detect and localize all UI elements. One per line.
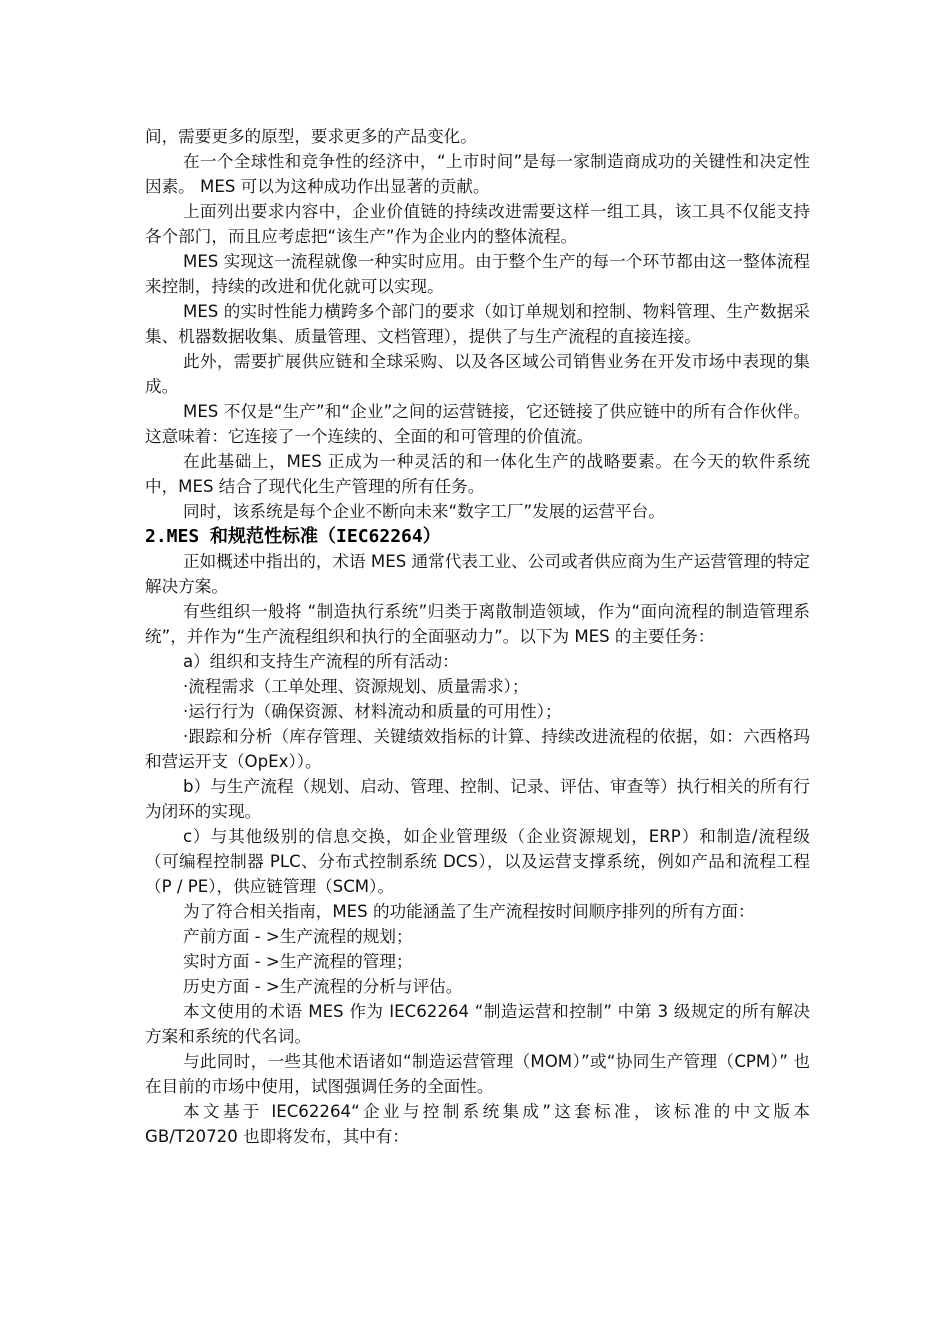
paragraph: 为了符合相关指南，MES 的功能涵盖了生产流程按时间顺序排列的所有方面： [183, 902, 755, 921]
paragraph-block-top [145, 124, 810, 524]
paragraph: 历史方面 - >生产流程的分析与评估。 [183, 977, 463, 996]
paragraph: ·跟踪和分析（库存管理、关键绩效指标的计算、持续改进流程的依据，如：六西格玛和营运开支（OpEx））。 [145, 727, 810, 771]
paragraph: ·运行行为（确保资源、材料流动和质量的可用性）； [183, 702, 562, 721]
paragraph: 上面列出要求内容中，企业价值链的持续改进需要这样一组工具，该工具不仅能支持各个部门，而且应考虑把“该生产”作为企业内的整体流程。 [145, 202, 810, 246]
paragraph: 正如概述中指出的，术语 MES 通常代表工业、公司或者供应商为生产运营管理的特定解决方案。 [145, 552, 810, 596]
paragraph: 在一个全球性和竞争性的经济中，“上市时间”是每一家制造商成功的关键性和决定性因素。 MES 可以为这种成功作出显著的贡献。 [145, 152, 810, 196]
paragraph: MES 不仅是“生产”和“企业”之间的运营链接，它还链接了供应链中的所有合作伙伴。这意味着：它连接了一个连续的、全面的和可管理的价值流。 [145, 402, 810, 446]
paragraph: 有些组织一般将 “制造执行系统”归类于离散制造领域，作为“面向流程的制造管理系统”，并作为“生产流程组织和执行的全面驱动力”。以下为 MES 的主要任务： [145, 602, 810, 646]
document-page [145, 124, 810, 1149]
paragraph: 在此基础上，MES 正成为一种灵活的和一体化生产的战略要素。在今天的软件系统中，MES 结合了现代化生产管理的所有任务。 [145, 452, 810, 496]
paragraph: 同时，该系统是每个企业不断向未来“数字工厂”发展的运营平台。 [183, 502, 665, 521]
paragraph-block-bottom [145, 549, 810, 1149]
paragraph: MES 的实时性能力横跨多个部门的要求（如订单规划和控制、物料管理、生产数据采集、机器数据收集、质量管理、文档管理），提供了与生产流程的直接连接。 [145, 302, 810, 346]
paragraph: 本文基于 IEC62264“企业与控制系统集成”这套标准，该标准的中文版本 GB/T20720 也即将发布，其中有： [145, 1102, 810, 1146]
paragraph: MES 实现这一流程就像一种实时应用。由于整个生产的每一个环节都由这一整体流程来控制，持续的改进和优化就可以实现。 [145, 252, 810, 296]
paragraph: c）与其他级别的信息交换，如企业管理级（企业资源规划，ERP）和制造/流程级（可编程控制器 PLC、分布式控制系统 DCS），以及运营支撑系统，例如产品和流程工程（P / PE），供应链管理（SCM）。 [145, 827, 810, 896]
paragraph: 与此同时，一些其他术语诸如“制造运营管理（MOM）”或“协同生产管理（CPM）” 也在目前的市场中使用，试图强调任务的全面性。 [145, 1052, 810, 1096]
section-heading: 2.MES 和规范性标准（IEC62264） [145, 526, 441, 547]
paragraph: b）与生产流程（规划、启动、管理、控制、记录、评估、审查等）执行相关的所有行为闭环的实现。 [145, 777, 810, 821]
paragraph: 本文使用的术语 MES 作为 IEC62264 “制造运营和控制” 中第 3 级规定的所有解决方案和系统的代名词。 [145, 1002, 810, 1046]
paragraph: 间，需要更多的原型，要求更多的产品变化。 [145, 127, 477, 146]
paragraph: a）组织和支持生产流程的所有活动： [183, 652, 459, 671]
paragraph: 此外，需要扩展供应链和全球采购、以及各区域公司销售业务在开发市场中表现的集成。 [145, 352, 810, 396]
paragraph: 实时方面 - >生产流程的管理； [183, 952, 413, 971]
paragraph: ·流程需求（工单处理、资源规划、质量需求）； [183, 677, 529, 696]
paragraph: 产前方面 - >生产流程的规划； [183, 927, 413, 946]
